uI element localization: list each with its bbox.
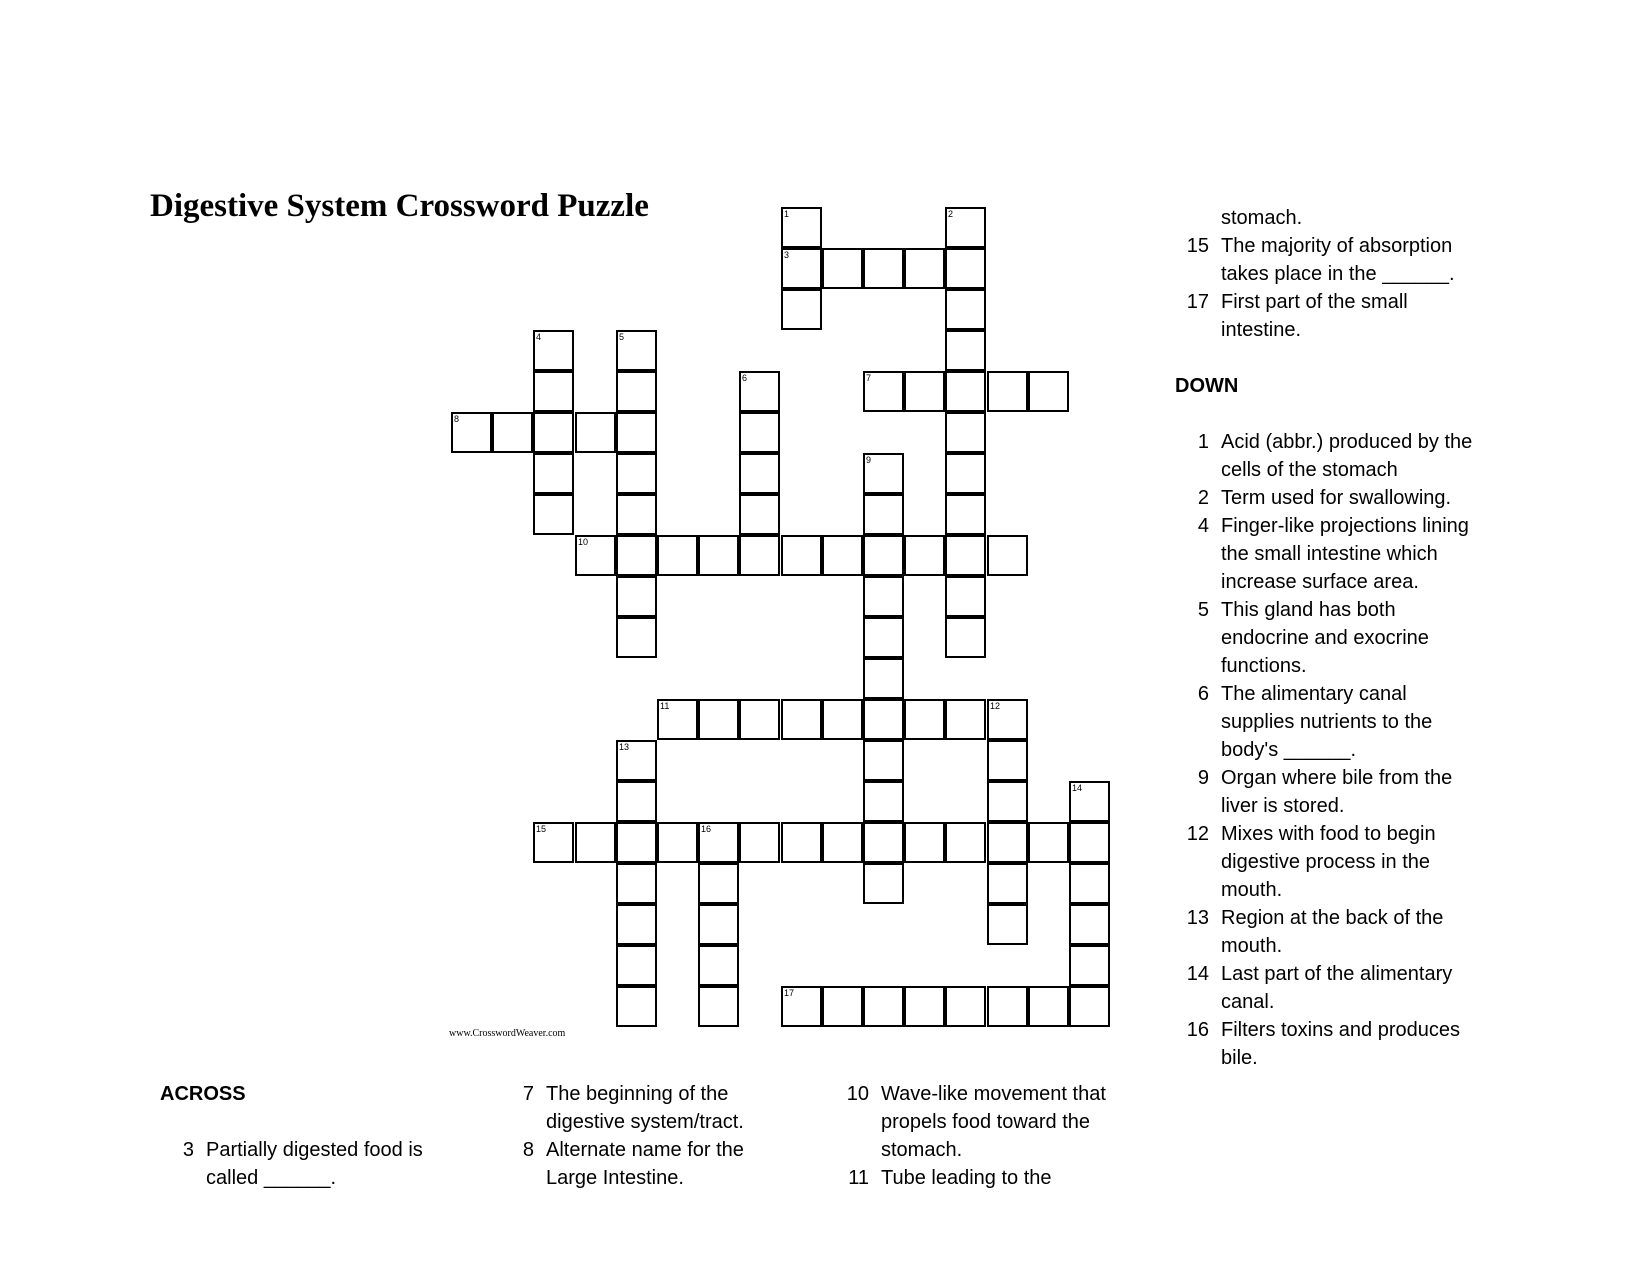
clue-item — [1175, 680, 1485, 764]
clue-item — [835, 1080, 1125, 1164]
clue-number: 13 — [1186, 907, 1209, 929]
clue-number: 9 — [1197, 767, 1209, 789]
crossword-cell[interactable] — [904, 699, 945, 740]
clue-number: 1 — [1197, 431, 1209, 453]
cell-number: 3 — [784, 250, 790, 260]
cell-number: 10 — [578, 537, 589, 547]
crossword-cell[interactable] — [987, 535, 1028, 576]
source-credit: www.CrosswordWeaver.com — [449, 1028, 566, 1039]
crossword-cell[interactable] — [739, 822, 780, 863]
crossword-cell[interactable] — [739, 453, 780, 494]
clue-number: 5 — [1197, 599, 1209, 621]
crossword-cell[interactable] — [616, 617, 657, 658]
crossword-cell[interactable] — [657, 822, 698, 863]
clue-text: Finger-like projections lining the small intestine which increase surface area. — [1221, 515, 1469, 593]
crossword-cell[interactable] — [987, 371, 1028, 412]
clue-number: 15 — [1186, 235, 1209, 257]
crossword-cell[interactable] — [945, 248, 986, 289]
crossword-cell[interactable] — [987, 863, 1028, 904]
crossword-cell[interactable] — [1028, 371, 1069, 412]
clue-text: Acid (abbr.) produced by the cells of the stomach — [1221, 431, 1473, 481]
crossword-cell[interactable] — [1069, 904, 1110, 945]
cell-number: 12 — [990, 701, 1001, 711]
clue-text: The majority of absorption takes place in the ______. — [1221, 235, 1455, 285]
cell-number: 11 — [660, 701, 670, 711]
clue-number: 4 — [1197, 515, 1209, 537]
crossword-cell[interactable] — [533, 494, 574, 535]
crossword-cell[interactable] — [575, 535, 616, 576]
clue-item — [500, 1080, 790, 1136]
cell-number: 4 — [536, 332, 542, 342]
crossword-cell[interactable] — [616, 740, 657, 781]
crossword-cell[interactable] — [863, 699, 904, 740]
clue-text: Mixes with food to begin digestive process in the mouth. — [1221, 823, 1436, 901]
crossword-cell[interactable] — [698, 986, 739, 1027]
crossword-cell[interactable] — [616, 412, 657, 453]
crossword-cell[interactable] — [575, 822, 616, 863]
crossword-cell[interactable] — [781, 535, 822, 576]
crossword-cell[interactable] — [698, 535, 739, 576]
crossword-cell[interactable] — [822, 986, 863, 1027]
clue-item — [1175, 904, 1485, 960]
crossword-cell[interactable] — [863, 658, 904, 699]
crossword-cell[interactable] — [945, 494, 986, 535]
crossword-cell[interactable] — [822, 535, 863, 576]
crossword-cell[interactable] — [863, 576, 904, 617]
crossword-cell[interactable] — [698, 863, 739, 904]
crossword-cell[interactable] — [616, 904, 657, 945]
crossword-cell[interactable] — [987, 822, 1028, 863]
clue-text: The alimentary canal supplies nutrients to the body's ______. — [1221, 683, 1433, 761]
crossword-cell[interactable] — [781, 699, 822, 740]
down-heading: DOWN — [1175, 375, 1239, 397]
crossword-cell[interactable] — [781, 986, 822, 1027]
clue-item — [835, 1164, 1125, 1192]
clue-number: 11 — [848, 1167, 869, 1189]
clues-column-4 — [1175, 204, 1485, 1072]
clue-number — [1175, 204, 1221, 232]
clue-item — [1175, 1016, 1485, 1072]
clue-number: 16 — [1186, 1019, 1209, 1041]
crossword-cell[interactable] — [616, 822, 657, 863]
clue-number: 6 — [1197, 683, 1209, 705]
crossword-cell[interactable] — [616, 330, 657, 371]
cell-number: 9 — [866, 455, 872, 465]
clue-text: stomach. — [1221, 207, 1303, 229]
crossword-cell[interactable] — [945, 617, 986, 658]
cell-number: 14 — [1072, 783, 1083, 793]
clue-item — [1175, 960, 1485, 1016]
clue-text: Filters toxins and produces bile. — [1221, 1019, 1461, 1069]
clue-item — [160, 1136, 450, 1192]
crossword-cell[interactable] — [945, 453, 986, 494]
crossword-cell[interactable] — [987, 904, 1028, 945]
crossword-cell[interactable] — [863, 248, 904, 289]
clue-text: This gland has both endocrine and exocrine functions. — [1221, 599, 1429, 677]
crossword-cell[interactable] — [451, 412, 492, 453]
clue-number: 17 — [1186, 291, 1209, 313]
clue-number: 2 — [1197, 487, 1209, 509]
crossword-cell[interactable] — [616, 453, 657, 494]
crossword-cell[interactable] — [904, 822, 945, 863]
crossword-cell[interactable] — [945, 822, 986, 863]
cell-number: 7 — [866, 373, 872, 383]
crossword-cell[interactable] — [863, 781, 904, 822]
clue-text: Region at the back of the mouth. — [1221, 907, 1444, 957]
crossword-cell[interactable] — [616, 494, 657, 535]
clue-item — [1175, 428, 1485, 484]
crossword-cell[interactable] — [863, 535, 904, 576]
crossword-cell[interactable] — [904, 535, 945, 576]
crossword-cell[interactable] — [945, 576, 986, 617]
crossword-cell[interactable] — [987, 781, 1028, 822]
crossword-cell[interactable] — [945, 412, 986, 453]
crossword-cell[interactable] — [657, 535, 698, 576]
crossword-cell[interactable] — [822, 248, 863, 289]
crossword-cell[interactable] — [1069, 863, 1110, 904]
clue-text: Last part of the alimentary canal. — [1221, 963, 1453, 1013]
crossword-cell[interactable] — [945, 371, 986, 412]
across-heading: ACROSS — [160, 1083, 246, 1105]
crossword-cell[interactable] — [739, 494, 780, 535]
crossword-cell[interactable] — [533, 371, 574, 412]
crossword-cell[interactable] — [616, 576, 657, 617]
crossword-cell[interactable] — [904, 248, 945, 289]
cell-number: 2 — [948, 209, 954, 219]
clue-text: The beginning of the digestive system/tract. — [546, 1083, 744, 1133]
crossword-cell[interactable] — [987, 740, 1028, 781]
crossword-cell[interactable] — [739, 699, 780, 740]
crossword-cell[interactable] — [1069, 781, 1110, 822]
crossword-cell[interactable] — [616, 535, 657, 576]
crossword-cell[interactable] — [945, 699, 986, 740]
clue-item — [1175, 232, 1485, 288]
crossword-cell[interactable] — [616, 371, 657, 412]
clue-text: Tube leading to the — [881, 1167, 1052, 1189]
clue-item — [1175, 484, 1485, 512]
crossword-cell[interactable] — [863, 617, 904, 658]
clue-number: 14 — [1186, 963, 1209, 985]
crossword-cell[interactable] — [863, 494, 904, 535]
crossword-cell[interactable] — [863, 863, 904, 904]
crossword-cell[interactable] — [533, 412, 574, 453]
crossword-cell[interactable] — [1069, 945, 1110, 986]
clue-item — [1175, 764, 1485, 820]
crossword-cell[interactable] — [533, 330, 574, 371]
crossword-cell[interactable] — [739, 412, 780, 453]
crossword-cell[interactable] — [863, 740, 904, 781]
clue-item — [500, 1136, 790, 1192]
crossword-cell[interactable] — [1028, 986, 1069, 1027]
crossword-cell[interactable] — [1069, 986, 1110, 1027]
clue-text: Organ where bile from the liver is stored. — [1221, 767, 1453, 817]
clue-text: Term used for swallowing. — [1221, 487, 1452, 509]
crossword-cell[interactable] — [698, 822, 739, 863]
across-clues-column-1 — [160, 1080, 450, 1192]
crossword-cell[interactable] — [987, 699, 1028, 740]
clue-text: Partially digested food is called ______. — [206, 1139, 423, 1189]
cell-number: 15 — [536, 824, 547, 834]
clue-number: 3 — [182, 1139, 194, 1161]
cell-number: 5 — [619, 332, 625, 342]
crossword-cell[interactable] — [657, 699, 698, 740]
crossword-cell[interactable] — [863, 453, 904, 494]
crossword-cell[interactable] — [616, 863, 657, 904]
crossword-cell[interactable] — [1028, 822, 1069, 863]
clue-item — [1175, 820, 1485, 904]
cell-number: 13 — [619, 742, 630, 752]
crossword-cell[interactable] — [904, 986, 945, 1027]
clue-number: 10 — [846, 1083, 869, 1105]
crossword-cell[interactable] — [533, 822, 574, 863]
crossword-cell[interactable] — [904, 371, 945, 412]
crossword-cell[interactable] — [822, 699, 863, 740]
crossword-cell[interactable] — [739, 535, 780, 576]
crossword-cell[interactable] — [781, 248, 822, 289]
clue-number: 7 — [522, 1083, 534, 1105]
crossword-cell[interactable] — [945, 535, 986, 576]
clue-text: Wave-like movement that propels food toward the stomach. — [881, 1083, 1106, 1161]
clue-text: First part of the small intestine. — [1221, 291, 1408, 341]
crossword-cell[interactable] — [945, 986, 986, 1027]
crossword-cell[interactable] — [781, 207, 822, 248]
cell-number: 1 — [784, 209, 790, 219]
crossword-cell[interactable] — [863, 371, 904, 412]
crossword-cell[interactable] — [739, 371, 780, 412]
cell-number: 6 — [742, 373, 748, 383]
crossword-cell[interactable] — [822, 822, 863, 863]
clue-text: Alternate name for the Large Intestine. — [546, 1139, 744, 1189]
clue-item — [1175, 288, 1485, 344]
crossword-cell[interactable] — [781, 289, 822, 330]
crossword-cell[interactable] — [616, 781, 657, 822]
crossword-cell[interactable] — [698, 699, 739, 740]
crossword-cell[interactable] — [987, 986, 1028, 1027]
clue-number: 12 — [1186, 823, 1209, 845]
crossword-cell[interactable] — [1069, 822, 1110, 863]
cell-number: 16 — [701, 824, 712, 834]
crossword-cell[interactable] — [945, 207, 986, 248]
crossword-cell[interactable] — [575, 412, 616, 453]
crossword-cell[interactable] — [781, 822, 822, 863]
cell-number: 8 — [454, 414, 460, 424]
clue-item — [1175, 596, 1485, 680]
crossword-cell[interactable] — [492, 412, 533, 453]
crossword-cell[interactable] — [863, 986, 904, 1027]
crossword-cell[interactable] — [533, 453, 574, 494]
across-clues-column-3 — [835, 1080, 1125, 1192]
crossword-cell[interactable] — [945, 289, 986, 330]
crossword-cell[interactable] — [698, 904, 739, 945]
crossword-cell[interactable] — [616, 986, 657, 1027]
crossword-cell[interactable] — [945, 330, 986, 371]
clue-item — [1175, 512, 1485, 596]
crossword-cell[interactable] — [863, 822, 904, 863]
across-clues-column-2 — [500, 1080, 790, 1192]
crossword-cell[interactable] — [616, 945, 657, 986]
page-title: Digestive System Crossword Puzzle — [150, 188, 649, 224]
cell-number: 17 — [784, 988, 795, 998]
clue-item — [1175, 204, 1485, 232]
crossword-cell[interactable] — [698, 945, 739, 986]
clue-number: 8 — [522, 1139, 534, 1161]
